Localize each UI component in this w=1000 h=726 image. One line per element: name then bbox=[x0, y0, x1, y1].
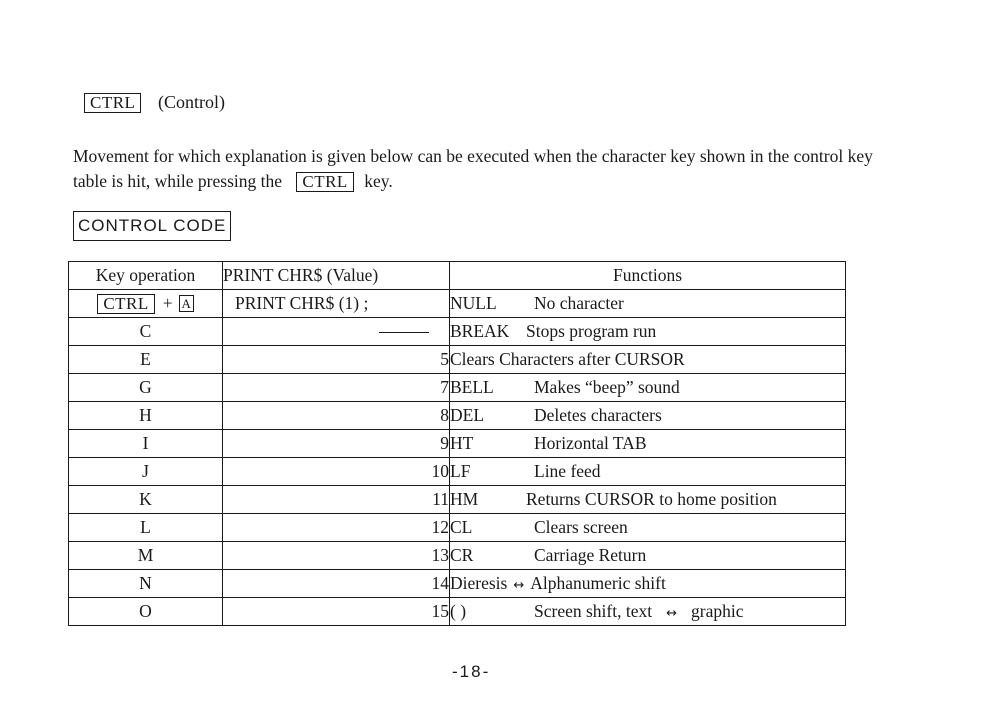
value-cell bbox=[223, 346, 450, 374]
value-text: 7 bbox=[440, 377, 449, 397]
function-cell bbox=[450, 430, 846, 458]
value-text: 9 bbox=[440, 433, 449, 453]
value-cell bbox=[223, 430, 450, 458]
function-cell bbox=[450, 598, 846, 626]
table-row bbox=[69, 318, 846, 346]
value-text: 5 bbox=[440, 349, 449, 369]
function-code: CR bbox=[450, 545, 474, 565]
function-code: BELL bbox=[450, 377, 494, 397]
function-cell bbox=[450, 290, 846, 318]
function-cell bbox=[450, 486, 846, 514]
function-desc: Screen shift, text bbox=[534, 601, 653, 621]
ctrl-key-label: CTRL bbox=[84, 93, 141, 113]
ctrl-key-label: CTRL bbox=[97, 294, 154, 314]
key-operation-cell bbox=[69, 290, 223, 318]
function-desc: Returns CURSOR to home position bbox=[526, 489, 777, 509]
table-row bbox=[69, 486, 846, 514]
table-row bbox=[69, 346, 846, 374]
value-cell bbox=[223, 318, 450, 346]
key-cell: N bbox=[69, 570, 223, 598]
table-row bbox=[69, 402, 846, 430]
function-cell bbox=[450, 402, 846, 430]
table-row bbox=[69, 290, 846, 318]
intro-text-end: key. bbox=[364, 171, 393, 191]
value-cell bbox=[223, 458, 450, 486]
header-functions: Functions bbox=[450, 262, 846, 290]
function-code: Clears Characters after CURSOR bbox=[450, 349, 685, 369]
function-cell bbox=[450, 570, 846, 598]
table-row bbox=[69, 374, 846, 402]
intro-paragraph bbox=[73, 144, 873, 194]
function-cell bbox=[450, 374, 846, 402]
function-code: ( ) bbox=[450, 601, 467, 621]
value-text: 14 bbox=[431, 573, 449, 593]
value-text: 10 bbox=[431, 461, 449, 481]
ctrl-key-inline: CTRL bbox=[296, 172, 353, 192]
function-code: Dieresis bbox=[450, 573, 508, 593]
dash-line bbox=[379, 332, 429, 333]
key-cell: K bbox=[69, 486, 223, 514]
function-desc: Stops program run bbox=[526, 321, 657, 341]
value-cell bbox=[223, 598, 450, 626]
key-cell: O bbox=[69, 598, 223, 626]
plus-sign: + bbox=[162, 293, 173, 313]
table-row bbox=[69, 514, 846, 542]
function-desc: Deletes characters bbox=[534, 405, 662, 425]
key-cell: M bbox=[69, 542, 223, 570]
function-cell bbox=[450, 514, 846, 542]
table-row bbox=[69, 570, 846, 598]
function-desc: Alphanumeric shift bbox=[530, 573, 666, 593]
table-header-row bbox=[69, 262, 846, 290]
function-cell bbox=[450, 542, 846, 570]
function-cell bbox=[450, 346, 846, 374]
function-code: BREAK bbox=[450, 321, 510, 341]
value-text: 15 bbox=[431, 601, 449, 621]
header-print-chr: PRINT CHR$ (Value) bbox=[223, 262, 450, 290]
function-code: NULL bbox=[450, 293, 497, 313]
heading-label: (Control) bbox=[157, 92, 225, 112]
function-code: HT bbox=[450, 433, 474, 453]
control-code-table bbox=[68, 261, 846, 626]
page-number: -18- bbox=[452, 662, 491, 681]
function-desc: No character bbox=[534, 293, 624, 313]
intro-text: Movement for which explanation is given below can be executed when the character key shown in the control key table is hit, while pressing the bbox=[73, 146, 873, 191]
function-desc: Carriage Return bbox=[534, 545, 647, 565]
value-cell bbox=[223, 542, 450, 570]
section-heading bbox=[84, 92, 225, 113]
value-text: 12 bbox=[431, 517, 449, 537]
table-row bbox=[69, 430, 846, 458]
function-desc: Horizontal TAB bbox=[534, 433, 647, 453]
key-cell: J bbox=[69, 458, 223, 486]
table-row bbox=[69, 598, 846, 626]
function-code: HM bbox=[450, 489, 479, 509]
control-code-title: CONTROL CODE bbox=[73, 211, 231, 241]
key-cell: H bbox=[69, 402, 223, 430]
table-row bbox=[69, 542, 846, 570]
value-text: 11 bbox=[432, 489, 449, 509]
double-arrow-icon: ↔ bbox=[666, 606, 677, 621]
function-code: DEL bbox=[450, 405, 485, 425]
key-cell: G bbox=[69, 374, 223, 402]
value-cell bbox=[223, 374, 450, 402]
function-desc-end: graphic bbox=[691, 601, 744, 621]
a-key-label: A bbox=[179, 295, 194, 312]
key-cell: I bbox=[69, 430, 223, 458]
value-cell bbox=[223, 402, 450, 430]
function-code: CL bbox=[450, 517, 473, 537]
function-cell bbox=[450, 318, 846, 346]
double-arrow-icon: ↔ bbox=[513, 578, 525, 593]
function-desc: Line feed bbox=[534, 461, 601, 481]
function-code: LF bbox=[450, 461, 471, 481]
value-text: 8 bbox=[440, 405, 449, 425]
function-cell bbox=[450, 458, 846, 486]
value-cell bbox=[223, 570, 450, 598]
function-desc: Clears screen bbox=[534, 517, 628, 537]
key-cell: C bbox=[69, 318, 223, 346]
key-cell: L bbox=[69, 514, 223, 542]
value-text: 13 bbox=[431, 545, 449, 565]
value-cell: PRINT CHR$ (1) ; bbox=[223, 290, 450, 318]
value-cell bbox=[223, 486, 450, 514]
key-cell: E bbox=[69, 346, 223, 374]
value-cell bbox=[223, 514, 450, 542]
header-key-operation: Key operation bbox=[69, 262, 223, 290]
function-desc: Makes “beep” sound bbox=[534, 377, 680, 397]
table-row bbox=[69, 458, 846, 486]
